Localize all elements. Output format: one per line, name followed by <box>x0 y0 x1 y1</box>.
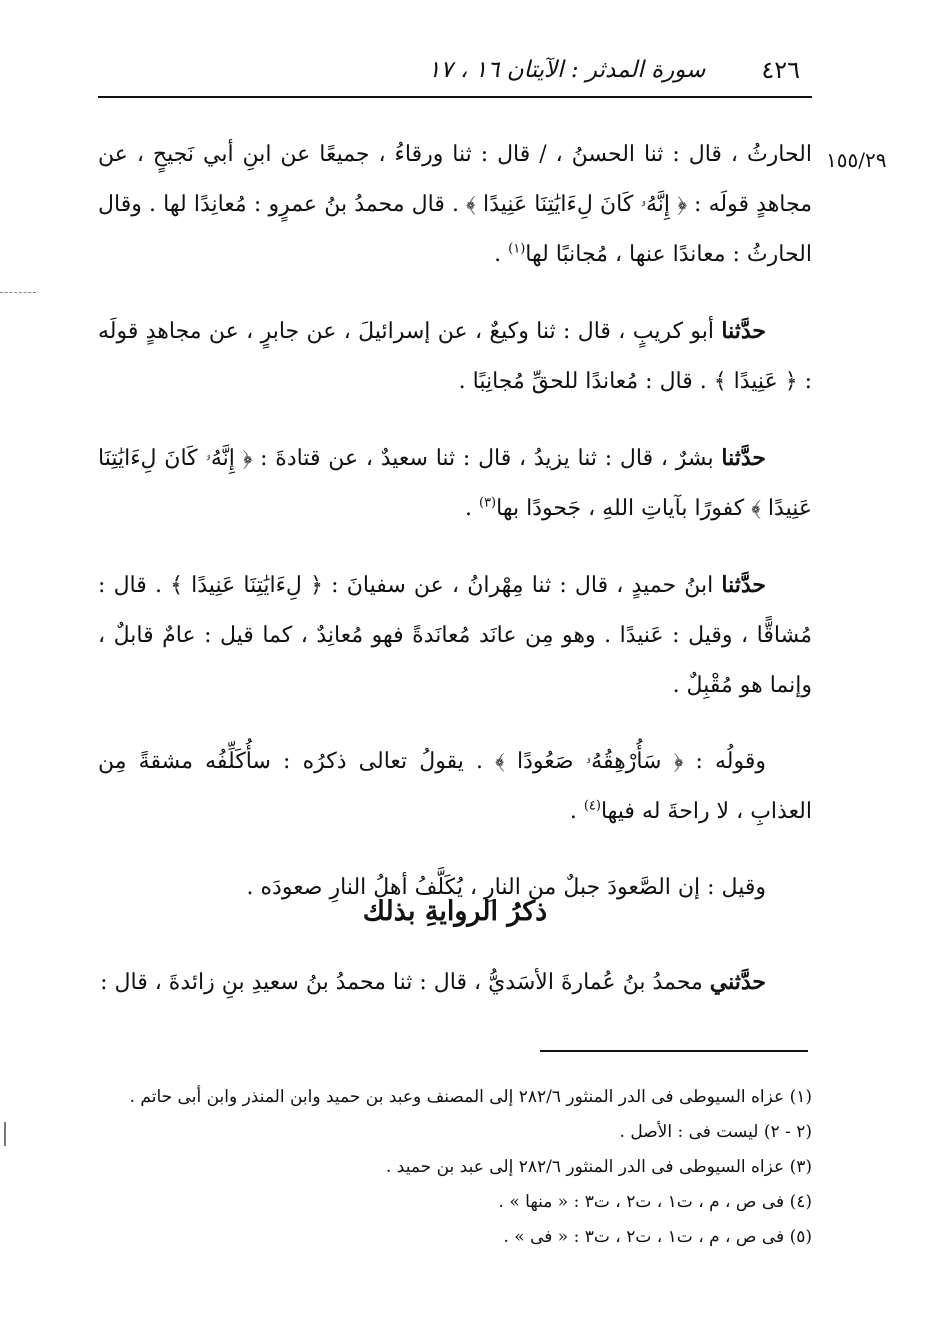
paragraph-5: وقولُه : ﴿ سَأُرْهِقُهُۥ صَعُودًا ﴾ . يقولُ تعالى ذكرُه : سأُكَلِّفُه مشقةً مِن العذابِ ، لا راحةَ له فيها$^{(٤)}$ . <box>98 749 812 824</box>
running-title: سورة المدثر : الآيتان ١٦ ، ١٧ <box>428 57 706 83</box>
footnote-5: (٥) فى ص ، م ، ت١ ، ت٢ ، ت٣ : « فى » . <box>503 1227 812 1247</box>
footnote-marker: (١) <box>508 241 526 257</box>
footnote-1: (١) عزاه السيوطى فى الدر المنثور ٢٨٢/٦ إلى المصنف وعبد بن حميد وابن المنذر وابن أبى حاتم . <box>129 1087 812 1107</box>
scan-artifact <box>0 292 36 293</box>
footnote-3: (٣) عزاه السيوطى فى الدر المنثور ٢٨٢/٦ إلى عبد بن حميد . <box>385 1157 812 1177</box>
page-header <box>98 50 810 90</box>
paragraph-7: حدَّثني محمدُ بنُ عُمارةَ الأسَديُّ ، قال : ثنا محمدُ بنُ سعيدِ بنِ زائدةَ ، قال : <box>100 969 766 995</box>
paragraph-2: حدَّثنا أبو كريبٍ ، قال : ثنا وكيعٌ ، عن إسرائيلَ ، عن جابرٍ ، عن مجاهدٍ قولَه : ﴿ عَنِيدًا ﴾ . قال : مُعاندًا للحقِّ مُجانِبًا . <box>98 318 812 394</box>
paragraph-3: حدَّثنا بشرٌ ، قال : ثنا يزيدُ ، قال : ثنا سعيدٌ ، عن قتادةَ : ﴿ إِنَّهُۥ كَانَ لِءَايَٰتِنَا عَنِيدًا ﴾ كفورًا بآياتِ اللهِ ، جَحودًا بها$^{(٣)}$ . <box>98 445 812 521</box>
page-number: ٤٢٦ <box>761 56 800 84</box>
footnotes <box>98 1080 812 1255</box>
footnote-marker: (٣) <box>478 495 497 511</box>
margin-reference: ١٥٥/٢٩ <box>826 148 887 172</box>
main-text <box>98 130 812 939</box>
footnote-marker: (٤) <box>583 798 601 814</box>
scan-artifact <box>4 1122 6 1146</box>
footnote-rule <box>540 1050 808 1052</box>
footnote-2: (٢ - ٢) ليست فى : الأصل . <box>619 1122 812 1142</box>
paragraph-6: وقيل : إن الصَّعودَ جبلٌ من النارِ ، يُكَلَّفُ أهلُ النارِ صعودَه . <box>246 875 766 900</box>
section-heading: ذكرُ الروايةِ بذلك <box>362 896 548 927</box>
paragraph-1: الحارثُ ، قال : ثنا الحسنُ ، / قال : ثنا ورقاءُ ، جميعًا عن ابنِ أبي نَجيحٍ ، عن مجاهدٍ قولَه : ﴿ إِنَّهُۥ كَانَ لِءَايَٰتِنَا عَنِيدًا ﴾ . قال محمدُ بنُ عمرٍو : مُعانِدًا لها . وقال الحارثُ : معاندًا عنها ، مُجانبًا لها$^{(١)}$ . <box>98 142 812 267</box>
footnote-4: (٤) فى ص ، م ، ت١ ، ت٢ ، ت٣ : « منها » . <box>498 1192 812 1212</box>
header-rule <box>98 96 812 98</box>
paragraph-4: حدَّثنا ابنُ حميدٍ ، قال : ثنا مِهْرانُ ، عن سفيانَ : ﴿ لِءَايَٰتِنَا عَنِيدًا ﴾ . قال : مُشاقًّا ، وقيل : عَنيدًا . وهو مِن عانَد مُعانَدةً فهو مُعانِدٌ ، كما قيل : عامٌ قابلٌ ، وإنما هو مُقْبِلٌ . <box>98 572 812 698</box>
